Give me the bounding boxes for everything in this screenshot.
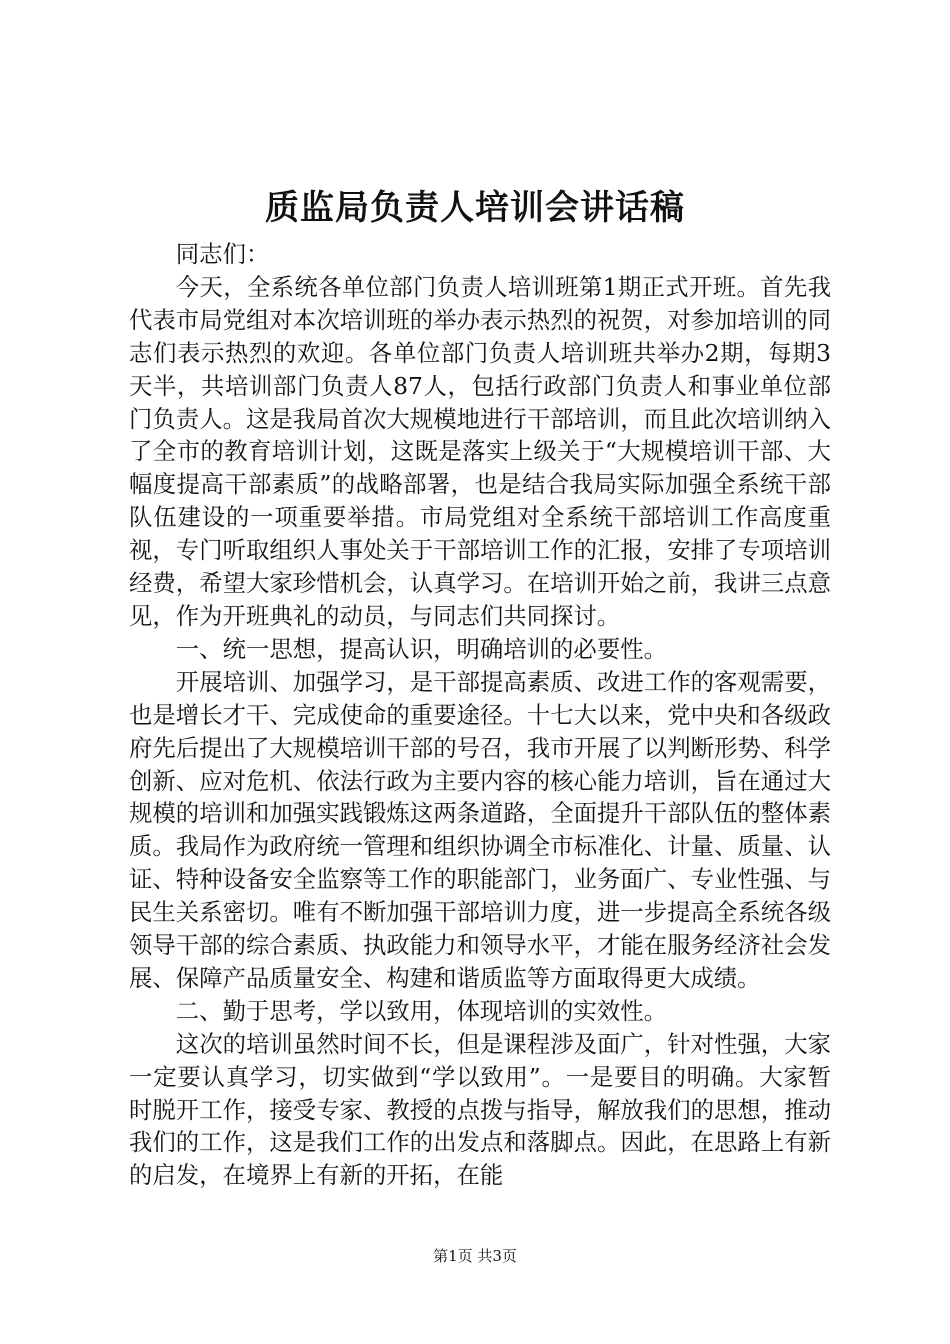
document-title: 质监局负责人培训会讲话稿 — [265, 188, 685, 228]
section-heading-2: 二、勤于思考，学以致用，体现培训的实效性。 — [175, 996, 667, 1025]
page-footer: 第1页 共3页 — [433, 1247, 517, 1265]
paragraph-section-1: 开展培训、加强学习，是干部提高素质、改进工作的客观需要，也是增长才干、完成使命的重要途径。十七大以来，党中央和各级政府先后提出了大规模培训干部的号召，我市开展了以判断形势、科学创新、应对危机、依法行政为主要内容的核心能力培训，旨在通过大规模的培训和加强实践锻炼这两条道路，全面提升干部队伍的整体素质。我局作为政府统一管理和组织协调全市标准化、计量、质量、认证、特种设备安全监察等工作的职能部门，业务面广、专业性强、与民生关系密切。唯有不断加强干部培训力度，进一步提高全系统各级领导干部的综合素质、执政能力和领导水平，才能在服务经济社会发展、保障产品质量安全、构建和谐质监等方面取得更大成绩。 — [129, 667, 831, 992]
paragraph-intro: 今天，全系统各单位部门负责人培训班第1期正式开班。首先我代表市局党组对本次培训班的举办表示热烈的祝贺，对参加培训的同志们表示热烈的欢迎。各单位部门负责人培训班共举办2期，每期3天半，共培训部门负责人87人，包括行政部门负责人和事业单位部门负责人。这是我局首次大规模地进行干部培训，而且此次培训纳入了全市的教育培训计划，这既是落实上级关于“大规模培训干部、大幅度提高干部素质”的战略部署，也是结合我局实际加强全系统干部队伍建设的一项重要举措。市局党组对全系统干部培训工作高度重视，专门听取组织人事处关于干部培训工作的汇报，安排了专项培训经费，希望大家珍惜机会，认真学习。在培训开始之前，我讲三点意见，作为开班典礼的动员，与同志们共同探讨。 — [129, 272, 831, 630]
document-body — [129, 238, 831, 1192]
section-heading-1: 一、统一思想，提高认识，明确培训的必要性。 — [175, 634, 667, 663]
paragraph-section-2: 这次的培训虽然时间不长，但是课程涉及面广，针对性强，大家一定要认真学习，切实做到“学以致用”。一是要目的明确。大家暂时脱开工作，接受专家、教授的点拨与指导，解放我们的思想，推动我们的工作，这是我们工作的出发点和落脚点。因此，在思路上有新的启发，在境界上有新的开拓，在能 — [129, 1029, 831, 1190]
salutation: 同志们： — [175, 240, 270, 268]
